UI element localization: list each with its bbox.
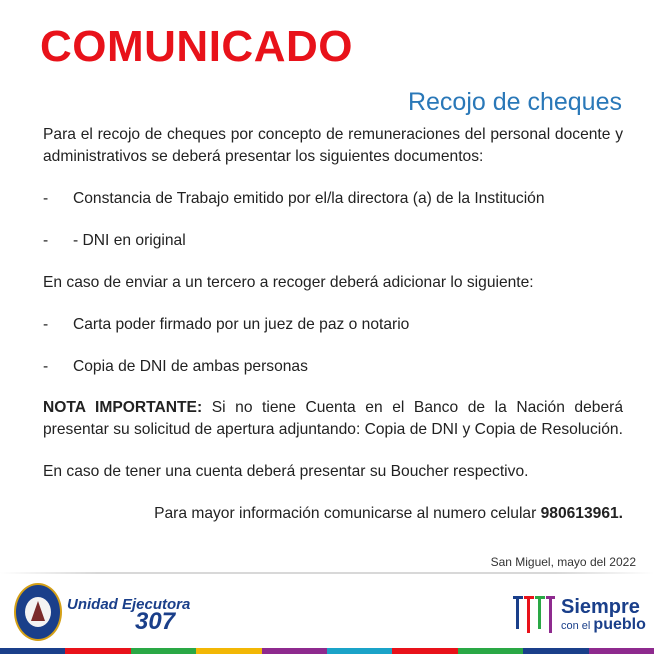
list-item-text: Copia de DNI de ambas personas [73,358,308,375]
institution-seal-icon [14,583,62,641]
color-stripe [458,648,523,654]
list-item [43,188,623,210]
color-stripe [392,648,457,654]
color-stripe [131,648,196,654]
list-item [43,314,623,336]
note-label: NOTA IMPORTANTE: [43,399,203,416]
third-party-paragraph: En caso de enviar a un tercero a recoger deberá adicionar lo siguiente: [43,274,534,291]
stripes-logo-icon [512,592,556,636]
intro-paragraph: Para el recojo de cheques por concepto de remuneraciones del personal docente y administrativos se deberá presentar los siguientes documentos: [43,126,623,165]
color-stripe [327,648,392,654]
footer-color-bar [0,648,654,654]
color-stripe [262,648,327,654]
unit-label: Unidad Ejecutora [67,596,191,613]
color-stripe [0,648,65,654]
slogan-title: Siempre [561,596,640,618]
color-stripe [196,648,261,654]
color-stripe [523,648,588,654]
color-stripe [65,648,130,654]
list-item [43,356,623,378]
note-text: Si no tiene Cuenta en el Banco de la Nación deberá presentar su solicitud de apertura adjuntando: Copia de DNI y Copia de Resolución. [43,399,623,438]
list-item-text: Constancia de Trabajo emitido por el/la directora (a) de la Institución [73,190,545,207]
list-dash: - [43,316,49,333]
important-note [43,397,623,441]
page-title: COMUNICADO [40,22,353,71]
unit-number: 307 [135,608,176,635]
contact-line [43,503,623,525]
list-dash: - [43,190,49,207]
notice-body [43,124,623,525]
account-paragraph: En caso de tener una cuenta deberá presentar su Boucher respectivo. [43,463,529,480]
color-stripe [589,648,654,654]
contact-text: Para mayor información comunicarse al numero celular [154,505,541,522]
list-item-text: - DNI en original [73,232,186,249]
footer-divider [0,572,654,574]
slogan-subtitle: con el pueblo [561,616,646,633]
phone-number: 980613961. [540,505,623,522]
list-item-text: Carta poder firmado por un juez de paz o notario [73,316,410,333]
list-dash: - [43,232,49,249]
page-subtitle: Recojo de cheques [407,88,622,116]
list-dash: - [43,358,49,375]
date-location: San Miguel, mayo del 2022 [490,555,636,569]
list-item [43,230,623,252]
